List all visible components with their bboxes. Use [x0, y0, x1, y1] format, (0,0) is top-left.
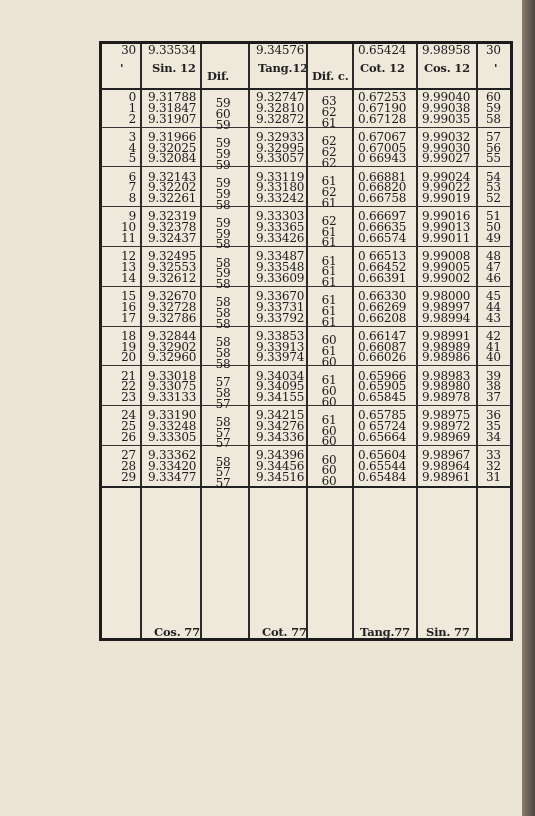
sine-value: 9.31966	[148, 129, 197, 144]
tangent-value: 9.33057	[256, 151, 305, 166]
sine-value: 9.32437	[148, 231, 197, 245]
tangent-value: 9.33487	[256, 249, 305, 264]
sine-value: 9.32553	[148, 260, 197, 274]
tangent-common-difference: 62	[321, 155, 337, 170]
cotangent-value: 0.66330	[358, 289, 407, 303]
sine-difference: 57	[215, 425, 231, 440]
tangent-common-difference: 61	[321, 412, 337, 427]
cotangent-value: 0.66208	[358, 310, 407, 325]
row-divider	[102, 486, 510, 488]
cotangent-value: 0.65484	[358, 469, 407, 484]
minute-complement-cell: 42	[486, 328, 501, 343]
row-divider	[102, 445, 510, 446]
minute-complement-cell: 44	[486, 299, 501, 314]
cotangent-value: 0.66574	[358, 231, 407, 245]
minute-cell: 28	[121, 459, 136, 473]
cosine-value: 9.98994	[422, 310, 471, 325]
sine-value: 9.31907	[148, 111, 197, 126]
sine-value: 9.33420	[148, 459, 197, 473]
cotangent-value: 0.67190	[358, 100, 407, 115]
tangent-common-difference: 60	[321, 383, 337, 398]
sine-difference: 58	[215, 277, 231, 292]
footer-sin: Cos. 77	[154, 625, 200, 639]
cosine-value: 9.98958	[422, 43, 471, 57]
minute-complement-cell: 52	[486, 191, 501, 206]
sine-value: 9.32844	[148, 328, 197, 343]
cosine-value: 9.99038	[422, 100, 471, 115]
column-divider	[248, 44, 250, 638]
minute-cell: 9	[128, 209, 136, 224]
tangent-common-difference: 61	[321, 293, 337, 308]
tangent-value: 9.33974	[256, 350, 305, 365]
minute-complement-cell: 34	[486, 430, 501, 444]
tangent-value: 9.34576	[256, 43, 305, 57]
tangent-value: 9.32995	[256, 140, 305, 155]
column-divider	[140, 44, 142, 638]
minute-cell: 16	[121, 299, 136, 314]
cosine-value: 9.98961	[422, 469, 471, 484]
sine-value: 9.33362	[148, 448, 197, 463]
cosine-value: 9.98980	[422, 379, 471, 394]
sine-value: 9.33075	[148, 379, 197, 394]
cotangent-value: 0.66391	[358, 270, 407, 285]
minute-cell: 15	[121, 289, 136, 303]
tangent-value: 9.33853	[256, 328, 305, 343]
sine-difference: 57	[215, 436, 231, 451]
cotangent-value: 0.67067	[358, 129, 407, 144]
minute-complement-cell: 40	[486, 350, 501, 365]
tangent-value: 9.34456	[256, 459, 305, 473]
tangent-common-difference: 61	[321, 174, 337, 188]
cosine-value: 9.99011	[422, 231, 471, 245]
tangent-value: 9.34034	[256, 368, 305, 383]
tangent-common-difference: 61	[321, 235, 337, 250]
cotangent-value: 0.65845	[358, 390, 407, 405]
sine-value: 9.32960	[148, 350, 197, 365]
sine-difference: 59	[215, 118, 231, 132]
tangent-value: 9.34516	[256, 469, 305, 484]
row-divider	[102, 365, 510, 366]
header-tang: Tang.12	[258, 61, 308, 75]
header-dif: Dif.	[207, 69, 230, 83]
minute-cell: 23	[121, 390, 136, 405]
minute-cell: 26	[121, 430, 136, 444]
cosine-value: 9.99040	[422, 90, 471, 104]
cosine-value: 9.98986	[422, 350, 471, 365]
tangent-common-difference: 61	[321, 264, 337, 279]
minute-cell: 25	[121, 419, 136, 434]
tangent-common-difference: 60	[321, 474, 337, 489]
header-sin: Sin. 12	[152, 61, 196, 75]
tangent-value: 9.34336	[256, 430, 305, 444]
minute-complement-cell: 45	[486, 289, 501, 303]
sine-value: 9.32261	[148, 191, 197, 206]
minute-complement-cell: 46	[486, 270, 501, 285]
sine-difference: 58	[215, 335, 231, 350]
tangent-value: 9.33180	[256, 180, 305, 195]
minute-complement-cell: 38	[486, 379, 501, 394]
minute-cell: 10	[121, 220, 136, 235]
cotangent-value: 0.65966	[358, 368, 407, 383]
tangent-common-difference: 61	[321, 304, 337, 319]
sine-difference: 57	[215, 375, 231, 389]
cotangent-value: 0.66269	[358, 299, 407, 314]
minute-complement-cell: 50	[486, 220, 501, 235]
minute-cell: 3	[128, 129, 136, 144]
tangent-common-difference: 60	[321, 434, 337, 449]
sine-value: 9.33248	[148, 419, 197, 434]
row-divider	[102, 326, 510, 327]
tangent-common-difference: 60	[321, 452, 337, 467]
minute-complement-cell: 47	[486, 260, 501, 274]
column-divider	[416, 44, 418, 638]
sine-difference: 60	[215, 107, 231, 122]
sine-difference: 59	[215, 215, 231, 230]
tangent-common-difference: 61	[321, 373, 337, 387]
cosine-value: 9.98989	[422, 339, 471, 354]
tangent-common-difference: 62	[321, 184, 337, 199]
tangent-common-difference: 60	[321, 354, 337, 369]
sine-value: 9.33133	[148, 390, 197, 405]
tangent-common-difference: 61	[321, 275, 337, 290]
minute-cell: 1	[128, 100, 136, 115]
minute-cell: 12	[121, 249, 136, 264]
sine-difference: 59	[215, 136, 231, 151]
cosine-value: 9.99013	[422, 220, 471, 235]
minute-cell: 20	[121, 350, 136, 365]
tangent-value: 9.34095	[256, 379, 305, 394]
footer-cot: Tang.77	[360, 625, 410, 639]
tangent-value: 9.32810	[256, 100, 305, 115]
footer-cos: Sin. 77	[426, 625, 470, 639]
header-minute-left: '	[120, 61, 124, 75]
cosine-value: 9.98967	[422, 448, 471, 463]
tangent-common-difference: 63	[321, 94, 337, 109]
cotangent-value: 0 66513	[358, 249, 407, 264]
cosine-value: 9.98991	[422, 328, 471, 343]
cotangent-value: 0.65424	[358, 43, 407, 57]
sine-value: 9.31788	[148, 90, 197, 104]
minute-cell: 2	[128, 111, 136, 126]
cosine-value: 9.99022	[422, 180, 471, 195]
minute-cell: 17	[121, 310, 136, 325]
minute-cell: 6	[128, 169, 136, 184]
sine-difference: 58	[215, 295, 231, 310]
cotangent-value: 0.65604	[358, 448, 407, 463]
tangent-value: 9.32933	[256, 129, 305, 144]
header-minute-right: '	[494, 61, 498, 75]
column-divider	[352, 44, 354, 638]
minute-complement-cell: 56	[486, 140, 501, 155]
tangent-common-difference: 61	[321, 344, 337, 358]
sine-difference: 58	[215, 346, 231, 360]
cosine-value: 9.99035	[422, 111, 471, 126]
tangent-common-difference: 60	[321, 423, 337, 438]
cosine-value: 9.99008	[422, 249, 471, 264]
minute-cell: 27	[121, 448, 136, 463]
cosine-value: 9.98975	[422, 408, 471, 423]
sine-value: 9.33018	[148, 368, 197, 383]
cosine-value: 9.99030	[422, 140, 471, 155]
tangent-value: 9.33548	[256, 260, 305, 274]
cosine-value: 9.98969	[422, 430, 471, 444]
tangent-value: 9.33119	[256, 169, 305, 184]
cosine-value: 9.98000	[422, 289, 471, 303]
cosine-value: 9.99005	[422, 260, 471, 274]
sine-value: 9.32084	[148, 151, 197, 166]
minute-cell: 18	[121, 328, 136, 343]
minute-cell: 7	[128, 180, 136, 195]
sine-difference: 58	[215, 306, 231, 321]
tangent-value: 9.33426	[256, 231, 305, 245]
tangent-value: 9.32872	[256, 111, 305, 126]
minute-complement-cell: 59	[486, 100, 501, 115]
sine-difference: 58	[215, 317, 231, 331]
minute-cell: 11	[121, 231, 136, 245]
minute-cell: 14	[121, 270, 136, 285]
minute-complement-cell: 48	[486, 249, 501, 264]
sine-value: 9.33477	[148, 469, 197, 484]
tangent-value: 9.33609	[256, 270, 305, 285]
sine-value: 9.32786	[148, 310, 197, 325]
tangent-value: 9.33242	[256, 191, 305, 206]
tangent-value: 9.33670	[256, 289, 305, 303]
minute-complement-cell: 54	[486, 169, 501, 184]
tangent-common-difference: 60	[321, 394, 337, 409]
minute-complement-cell: 53	[486, 180, 501, 195]
cotangent-value: 0.66881	[358, 169, 407, 184]
minute-complement-cell: 51	[486, 209, 501, 224]
row-divider	[102, 127, 510, 128]
cosine-value: 9.98972	[422, 419, 471, 434]
minute-complement-cell: 60	[486, 90, 501, 104]
cosine-value: 9.99016	[422, 209, 471, 224]
minute-cell: 5	[128, 151, 136, 166]
column-divider	[200, 44, 202, 638]
sine-difference: 57	[215, 465, 231, 480]
column-divider	[476, 44, 478, 638]
sine-difference: 59	[215, 266, 231, 281]
minute-complement-cell: 33	[486, 448, 501, 463]
footer-tang: Cot. 77	[262, 625, 307, 639]
cosine-value: 9.98978	[422, 390, 471, 405]
tangent-common-difference: 62	[321, 145, 337, 159]
tangent-value: 9.33303	[256, 209, 305, 224]
logarithm-table	[99, 41, 513, 641]
row-divider	[102, 166, 510, 167]
cosine-value: 9.99024	[422, 169, 471, 184]
sine-value: 9.32025	[148, 140, 197, 155]
header-cot: Cot. 12	[360, 61, 405, 75]
cosine-value: 9.98983	[422, 368, 471, 383]
tangent-common-difference: 62	[321, 213, 337, 228]
tangent-common-difference: 61	[321, 195, 337, 210]
sine-difference: 59	[215, 176, 231, 190]
book-spine	[522, 0, 535, 816]
tangent-common-difference: 60	[321, 333, 337, 348]
cotangent-value: 0.67005	[358, 140, 407, 155]
sine-difference: 58	[215, 454, 231, 469]
sine-difference: 59	[215, 226, 231, 241]
sine-value: 9.32728	[148, 299, 197, 314]
sine-value: 9.32902	[148, 339, 197, 354]
minute-complement-cell: 55	[486, 151, 501, 166]
minute-cell: 0	[128, 90, 136, 104]
minute-cell: 21	[121, 368, 136, 383]
cosine-value: 9.98964	[422, 459, 471, 473]
sine-difference: 59	[215, 186, 231, 201]
sine-value: 9.32319	[148, 209, 197, 224]
header-dif-c: Dif. c.	[312, 69, 349, 83]
sine-difference: 58	[215, 197, 231, 212]
sine-difference: 58	[215, 385, 231, 400]
cotangent-value: 0.65785	[358, 408, 407, 423]
sine-value: 9.33190	[148, 408, 197, 423]
sine-value: 9.32378	[148, 220, 197, 235]
cotangent-value: 0.65544	[358, 459, 407, 473]
sine-value: 9.32495	[148, 249, 197, 264]
cotangent-value: 0 65724	[358, 419, 407, 434]
sine-difference: 58	[215, 414, 231, 429]
sine-value: 9.32143	[148, 169, 197, 184]
minute-cell: 4	[128, 140, 136, 155]
tangent-value: 9.33731	[256, 299, 305, 314]
sine-difference: 58	[215, 237, 231, 252]
cotangent-value: 0.66087	[358, 339, 407, 354]
minute-cell: 8	[128, 191, 136, 206]
tangent-common-difference: 60	[321, 463, 337, 478]
cosine-value: 9.99032	[422, 129, 471, 144]
minute-complement-cell: 36	[486, 408, 501, 423]
minute-complement-cell: 39	[486, 368, 501, 383]
minute-complement-cell: 35	[486, 419, 501, 434]
sine-difference: 58	[215, 356, 231, 371]
sine-value: 9.32612	[148, 270, 197, 285]
cotangent-value: 0.66758	[358, 191, 407, 206]
row-divider	[102, 206, 510, 207]
tangent-value: 9.34215	[256, 408, 305, 423]
tangent-value: 9.34396	[256, 448, 305, 463]
minute-cell: 19	[121, 339, 136, 354]
tangent-common-difference: 61	[321, 315, 337, 329]
sine-difference: 59	[215, 96, 231, 111]
sine-value: 9.31847	[148, 100, 197, 115]
sine-value: 9.33305	[148, 430, 197, 444]
tangent-common-difference: 62	[321, 134, 337, 149]
minute-cell: 24	[121, 408, 136, 423]
cotangent-value: 0.67253	[358, 90, 407, 104]
cotangent-value: 0 66943	[358, 151, 407, 166]
minute-cell: 13	[121, 260, 136, 274]
cotangent-value: 0.66147	[358, 328, 407, 343]
tangent-value: 9.33913	[256, 339, 305, 354]
minute-complement-cell: 41	[486, 339, 501, 354]
sine-difference: 59	[215, 157, 231, 172]
sine-value: 9.32202	[148, 180, 197, 195]
cotangent-value: 0.66026	[358, 350, 407, 365]
minute-cell: 22	[121, 379, 136, 394]
cotangent-value: 0.66635	[358, 220, 407, 235]
sine-value: 9.32670	[148, 289, 197, 303]
row-divider	[102, 246, 510, 247]
cosine-value: 9.98997	[422, 299, 471, 314]
minute-cell: 29	[121, 469, 136, 484]
minute-complement-cell: 57	[486, 129, 501, 144]
tangent-value: 9.33792	[256, 310, 305, 325]
column-divider	[306, 44, 308, 638]
cosine-value: 9.99027	[422, 151, 471, 166]
minute-complement-cell: 58	[486, 111, 501, 126]
cosine-value: 9.99019	[422, 191, 471, 206]
header-cos: Cos. 12	[424, 61, 470, 75]
cotangent-value: 0.65664	[358, 430, 407, 444]
sine-difference: 57	[215, 396, 231, 411]
tangent-common-difference: 61	[321, 116, 337, 130]
cotangent-value: 0.66820	[358, 180, 407, 195]
tangent-common-difference: 61	[321, 224, 337, 239]
minute-cell: 30	[121, 43, 136, 57]
sine-difference: 59	[215, 147, 231, 161]
sine-value: 9.33534	[148, 43, 197, 57]
sine-difference: 57	[215, 476, 231, 491]
tangent-value: 9.34155	[256, 390, 305, 405]
tangent-value: 9.33365	[256, 220, 305, 235]
tangent-value: 9.32747	[256, 90, 305, 104]
minute-complement-cell: 37	[486, 390, 501, 405]
minute-complement-cell: 31	[486, 469, 501, 484]
tangent-value: 9.34276	[256, 419, 305, 434]
tangent-common-difference: 62	[321, 105, 337, 120]
tangent-common-difference: 61	[321, 253, 337, 268]
row-divider	[102, 286, 510, 287]
minute-complement-cell: 43	[486, 310, 501, 325]
cotangent-value: 0.66697	[358, 209, 407, 224]
cotangent-value: 0.67128	[358, 111, 407, 126]
cotangent-value: 0.66452	[358, 260, 407, 274]
row-divider	[102, 405, 510, 406]
minute-complement-cell: 30	[486, 43, 501, 57]
cotangent-value: 0.65905	[358, 379, 407, 394]
minute-complement-cell: 49	[486, 231, 501, 245]
sine-difference: 58	[215, 255, 231, 270]
minute-complement-cell: 32	[486, 459, 501, 473]
cosine-value: 9.99002	[422, 270, 471, 285]
